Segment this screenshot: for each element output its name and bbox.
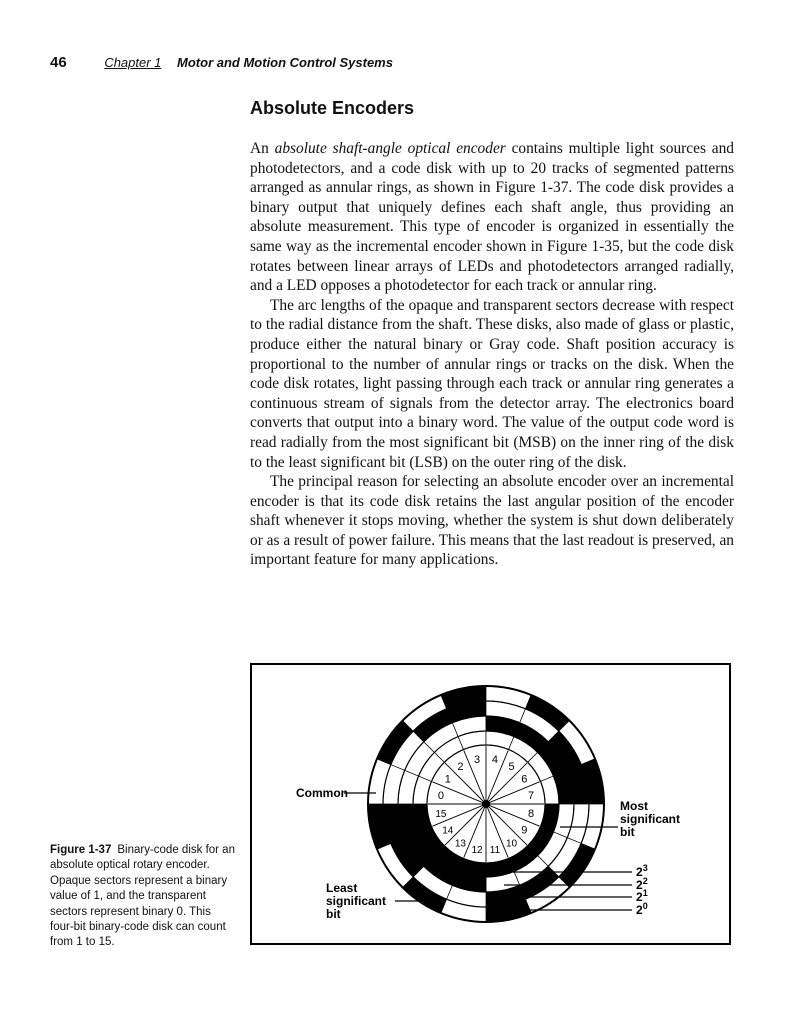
shaft-hub [482, 800, 490, 808]
msb-label-line1: Most [620, 799, 648, 813]
running-title: Motor and Motion Control Systems [177, 55, 393, 70]
caption-label: Figure 1-37 [50, 844, 112, 856]
paragraph-1: An absolute shaft-angle optical encoder contains multiple light sources and photodetectors, and a code disk with up to 20 tracks of segmented patterns arranged as annular rings, as shown in Figure 1-37. The code disk provides a binary output that uniquely defines each shaft angle, thus providing an absolute measurement. This type of encoder is organized in essentially the same way as the incremental encoder shown in Figure 1-35, but the code disk rotates between linear arrays of LEDs and photodetectors arranged radially, and a LED opposes a photodetector for each track or annular ring. [250, 140, 734, 295]
sector-number: 9 [521, 824, 528, 837]
sector-number: 3 [473, 753, 481, 766]
sector-spoke [445, 760, 484, 802]
lsb-label-line3: bit [326, 907, 341, 921]
bit-weight-label: $2^0$ [636, 901, 648, 917]
sector-number: 2 [457, 760, 464, 773]
sector-number: 8 [528, 807, 535, 820]
running-header [50, 54, 393, 71]
body-text [250, 139, 734, 570]
sector-number: 6 [521, 773, 528, 786]
common-label: Common [296, 786, 348, 800]
caption-text: Binary-code disk for an absolute optical rotary encoder. Opaque sectors represent a binary value of 1, and the transparent sectors represent binary 0. This four-bit binary-code disk can count from 1 to 15. [50, 844, 235, 949]
sector-number: 13 [454, 838, 467, 850]
msb-label-line2: significant [620, 812, 681, 826]
msb-label-line3: bit [620, 825, 635, 839]
paragraph-3: The principal reason for selecting an absolute encoder over an incremental encoder is that its code disk retains the last angular position of the encoder shaft whenever it stops moving, whether the system is shut down deliberately or as a result of power failure. This means that the last readout is preserved, an important feature for many applications. [250, 473, 734, 569]
section-title: Absolute Encoders [250, 98, 415, 118]
sector-number: 14 [442, 825, 454, 837]
sector-number: 0 [437, 790, 444, 803]
bit-weight-label: $2^3$ [636, 863, 648, 879]
code-disk-diagram [252, 665, 733, 947]
sector-number: 1 [444, 773, 451, 786]
figure-caption [50, 843, 236, 951]
sector-number: 5 [508, 760, 515, 773]
lsb-label-line1: Least [326, 881, 358, 895]
sector-number: 4 [491, 753, 499, 766]
sector-number: 7 [528, 790, 535, 803]
sector-number: 12 [471, 845, 483, 857]
sector-number: 15 [435, 808, 447, 820]
sector-number: 11 [489, 845, 501, 857]
page-number: 46 [50, 54, 67, 71]
sector-number: 10 [505, 838, 518, 850]
lsb-label-line2: significant [326, 894, 387, 908]
bit-weight-label: $2^1$ [636, 888, 648, 904]
paragraph-2: The arc lengths of the opaque and transparent sectors decrease with respect to the radial distance from the shaft. These disks, also made of glass or plastic, produce either the natural binary or Gray code. Shaft position accuracy is proportional to the number of annular rings or tracks on the disk. When the code disk rotates, light passing through each track or annular ring generates a continuous stream of signals from the detector array. The electronics board converts that output into a binary word. The value of the output code word is read radially from the most significant bit (MSB) on the inner ring of the disk to the least significant bit (LSB) on the outer ring of the disk. [250, 296, 734, 471]
code-disk [368, 686, 604, 922]
chapter-label: Chapter 1 [104, 55, 162, 70]
emphasis-term: absolute shaft-angle optical encoder [274, 140, 506, 157]
figure-frame [250, 663, 731, 945]
bit-weight-label: $2^2$ [636, 876, 648, 892]
